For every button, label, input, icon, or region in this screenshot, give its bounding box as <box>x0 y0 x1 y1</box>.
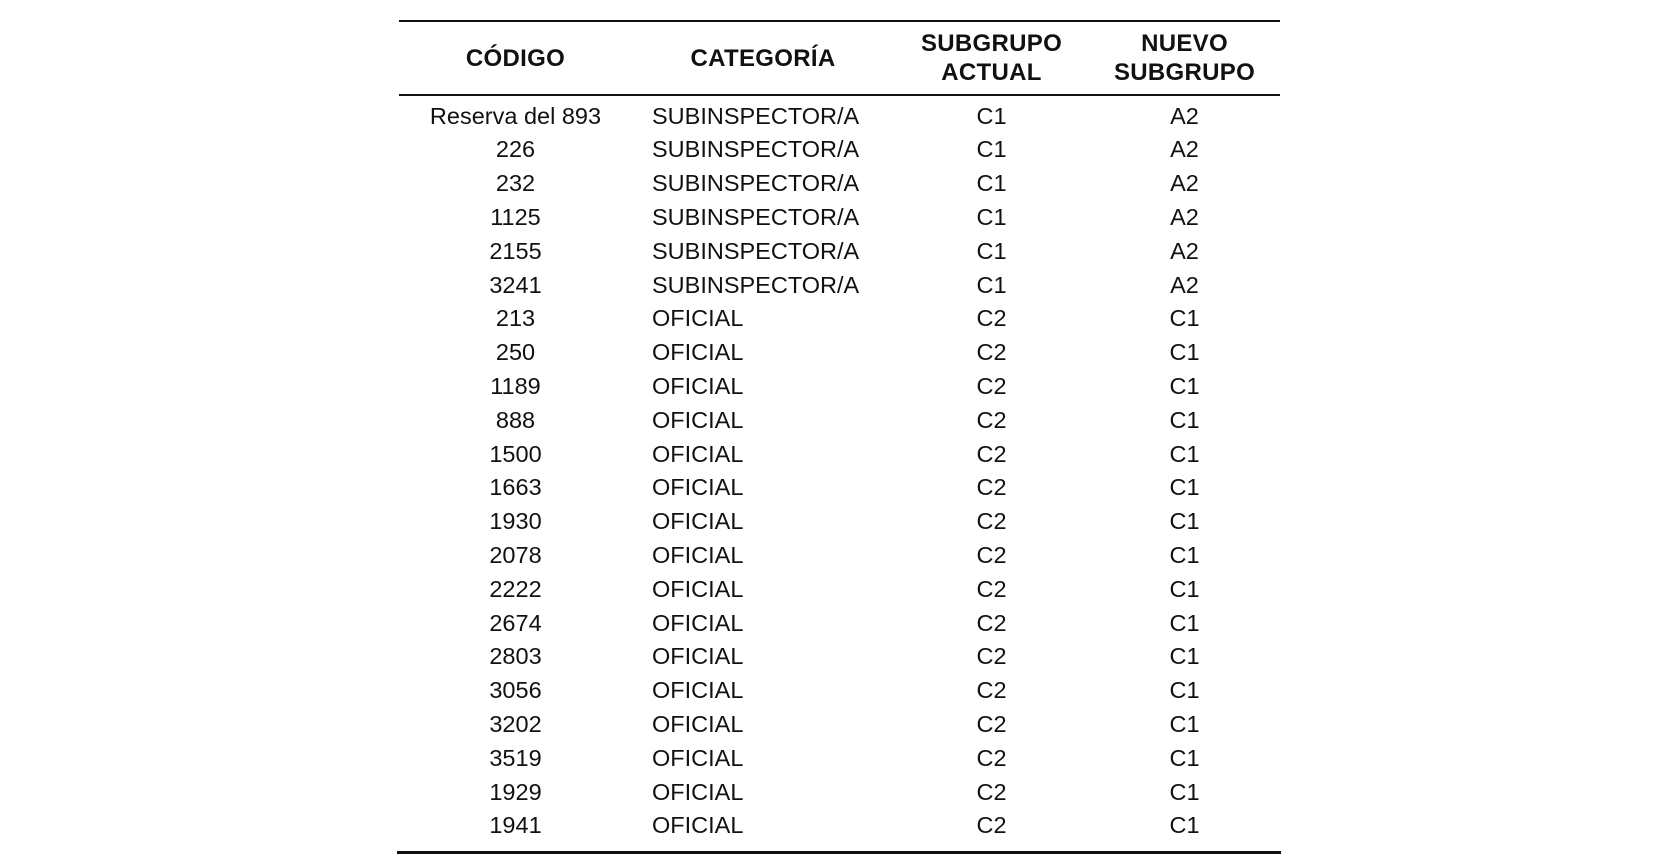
cell-category: SUBINSPECTOR/A <box>652 237 860 264</box>
table-row <box>399 370 1280 404</box>
cell-current-subgroup: C1 <box>976 103 1007 129</box>
cell-category: OFICIAL <box>652 778 744 805</box>
cell-current-subgroup: C2 <box>976 305 1007 332</box>
cell-category: OFICIAL <box>652 643 744 670</box>
cell-category: OFICIAL <box>652 744 744 771</box>
cell-category: OFICIAL <box>652 677 744 704</box>
cell-new-subgroup: C1 <box>1169 778 1200 805</box>
table-row <box>399 674 1280 708</box>
cell-category: SUBINSPECTOR/A <box>652 203 860 230</box>
cell-code: 1941 <box>489 812 542 839</box>
cell-new-subgroup: C1 <box>1169 643 1200 670</box>
header-row <box>399 21 1280 95</box>
table-row <box>399 572 1280 606</box>
cell-new-subgroup: C1 <box>1169 812 1200 839</box>
cell-current-subgroup: C2 <box>976 643 1007 670</box>
cell-new-subgroup: C1 <box>1169 508 1200 535</box>
cell-code: 3202 <box>489 710 542 737</box>
cell-current-subgroup: C1 <box>976 271 1007 298</box>
cell-code: 226 <box>495 136 536 163</box>
cell-new-subgroup: A2 <box>1170 103 1199 129</box>
cell-category: OFICIAL <box>652 406 744 433</box>
cell-code: 232 <box>495 170 536 197</box>
cell-current-subgroup: C2 <box>976 778 1007 805</box>
subgroup-reclassification-table <box>399 20 1280 843</box>
cell-category: OFICIAL <box>652 541 744 568</box>
cell-current-subgroup: C2 <box>976 609 1007 636</box>
cell-category: OFICIAL <box>652 609 744 636</box>
header-new-subgroup-line2: SUBGRUPO <box>1113 59 1256 86</box>
cell-current-subgroup: C2 <box>976 440 1007 467</box>
table-row <box>399 809 1280 843</box>
cell-new-subgroup: C1 <box>1169 744 1200 771</box>
cell-current-subgroup: C2 <box>976 372 1007 399</box>
cell-new-subgroup: C1 <box>1169 677 1200 704</box>
header-current-subgroup-line2: ACTUAL <box>941 59 1042 86</box>
table-row <box>399 234 1280 268</box>
table-row <box>399 741 1280 775</box>
table-row <box>399 201 1280 235</box>
table-body <box>399 95 1280 843</box>
cell-category: SUBINSPECTOR/A <box>652 271 860 298</box>
cell-category: OFICIAL <box>652 812 744 839</box>
cell-code: Reserva del 893 <box>429 103 602 129</box>
cell-new-subgroup: A2 <box>1170 203 1199 230</box>
cell-new-subgroup: A2 <box>1170 237 1199 264</box>
cell-new-subgroup: C1 <box>1169 339 1200 366</box>
cell-new-subgroup: C1 <box>1169 406 1200 433</box>
cell-code: 3519 <box>489 744 542 771</box>
cell-code: 888 <box>495 406 536 433</box>
table-row <box>399 505 1280 539</box>
cell-current-subgroup: C2 <box>976 812 1007 839</box>
table-row <box>399 95 1280 133</box>
cell-current-subgroup: C2 <box>976 406 1007 433</box>
cell-category: SUBINSPECTOR/A <box>652 170 860 197</box>
cell-current-subgroup: C2 <box>976 474 1007 501</box>
cell-new-subgroup: A2 <box>1170 170 1199 197</box>
cell-current-subgroup: C1 <box>976 237 1007 264</box>
cell-new-subgroup: A2 <box>1170 136 1199 163</box>
cell-code: 1189 <box>490 372 541 399</box>
cell-current-subgroup: C1 <box>976 136 1007 163</box>
cell-category: OFICIAL <box>652 372 744 399</box>
cell-new-subgroup: C1 <box>1169 372 1200 399</box>
header-new-subgroup-line1: NUEVO <box>1141 30 1228 57</box>
cell-category: OFICIAL <box>652 305 744 332</box>
cell-category: OFICIAL <box>652 474 744 501</box>
table-row <box>399 606 1280 640</box>
cell-code: 1930 <box>489 508 542 535</box>
cell-new-subgroup: C1 <box>1169 575 1200 602</box>
cell-code: 2155 <box>489 237 542 264</box>
cell-category: OFICIAL <box>652 440 744 467</box>
cell-code: 3241 <box>489 271 542 298</box>
cell-current-subgroup: C2 <box>976 710 1007 737</box>
cell-current-subgroup: C2 <box>976 508 1007 535</box>
cell-new-subgroup: C1 <box>1169 710 1200 737</box>
cell-code: 1125 <box>490 203 541 230</box>
table-header <box>399 21 1280 95</box>
cell-new-subgroup: C1 <box>1169 609 1200 636</box>
cell-code: 3056 <box>489 677 542 704</box>
table-row <box>399 133 1280 167</box>
cell-code: 2078 <box>489 541 542 568</box>
cell-code: 213 <box>495 305 536 332</box>
table-row <box>399 167 1280 201</box>
cell-category: OFICIAL <box>652 710 744 737</box>
cell-category: OFICIAL <box>652 508 744 535</box>
cell-current-subgroup: C2 <box>976 541 1007 568</box>
cell-current-subgroup: C1 <box>976 203 1007 230</box>
cell-code: 2803 <box>489 643 542 670</box>
cell-code: 1929 <box>489 778 542 805</box>
cell-code: 1500 <box>489 440 542 467</box>
table-row <box>399 268 1280 302</box>
cell-new-subgroup: C1 <box>1169 440 1200 467</box>
cell-category: OFICIAL <box>652 575 744 602</box>
table-row <box>399 437 1280 471</box>
cell-category: SUBINSPECTOR/A <box>652 136 860 163</box>
table-row <box>399 302 1280 336</box>
cell-code: 2674 <box>489 609 542 636</box>
header-new-subgroup <box>1089 21 1280 95</box>
header-current-subgroup-line1: SUBGRUPO <box>920 30 1063 57</box>
table-row <box>399 539 1280 573</box>
cell-current-subgroup: C2 <box>976 744 1007 771</box>
cell-code: 250 <box>495 339 536 366</box>
table-row <box>399 775 1280 809</box>
cell-current-subgroup: C1 <box>976 170 1007 197</box>
cell-new-subgroup: C1 <box>1169 305 1200 332</box>
cell-category: OFICIAL <box>652 339 744 366</box>
header-code-label: CÓDIGO <box>465 44 566 72</box>
header-code <box>399 21 632 95</box>
table-row <box>399 640 1280 674</box>
header-current-subgroup <box>894 21 1089 95</box>
header-category <box>632 21 894 95</box>
cell-new-subgroup: A2 <box>1170 271 1199 298</box>
cell-new-subgroup: C1 <box>1169 541 1200 568</box>
cell-category: SUBINSPECTOR/A <box>652 103 860 129</box>
table-row <box>399 708 1280 742</box>
cell-code: 2222 <box>489 575 542 602</box>
cell-current-subgroup: C2 <box>976 575 1007 602</box>
cell-new-subgroup: C1 <box>1169 474 1200 501</box>
table-row <box>399 403 1280 437</box>
cell-current-subgroup: C2 <box>976 677 1007 704</box>
header-category-label: CATEGORÍA <box>690 44 836 72</box>
table-row <box>399 336 1280 370</box>
cell-code: 1663 <box>489 474 542 501</box>
table-row <box>399 471 1280 505</box>
table-bottom-rule <box>397 851 1281 854</box>
cell-current-subgroup: C2 <box>976 339 1007 366</box>
